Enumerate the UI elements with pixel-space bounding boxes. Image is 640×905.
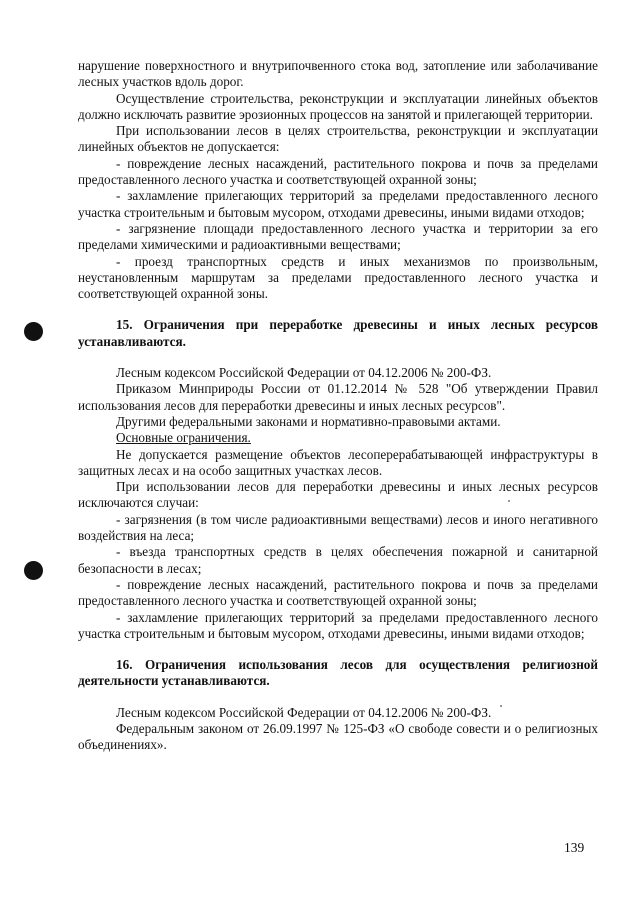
paragraph-linear-objects: Осуществление строительства, реконструкции и эксплуатации линейных объектов должно исключать развитие эрозионных процессов на занятой и прилегающей территории. xyxy=(78,90,598,122)
section-15-infrastructure: Не допускается размещение объектов лесоперерабатывающей инфраструктуры в защитных лесах и на особо защитных участках лесов. xyxy=(78,446,598,478)
section-15-other-laws: Другими федеральными законами и нормативно-правовыми актами. xyxy=(116,413,501,429)
list-item-pollution: - загрязнение площади предоставленного лесного участка и территории за его пределами химическими и радиоактивными веществами; xyxy=(78,220,598,253)
section-15-excluded-intro: При использовании лесов для переработки древесины и иных лесных ресурсов исключаются случаи: xyxy=(78,479,598,511)
list-item-littering: - захламление прилегающих территорий за пределами предоставленного лесного участка строительным и бытовым мусором, отходами древесины, иными видами отходов; xyxy=(78,188,598,220)
section-15-heading: 15. Ограничения при переработке древесины и иных лесных ресурсов устанавливаются. xyxy=(78,317,598,349)
section-15-list-pollution: - загрязнения (в том числе радиоактивными веществами) лесов и иного негативного воздействия на леса; xyxy=(78,511,598,544)
section-15-list-damage: - повреждение лесных насаждений, растительного покрова и почв за пределами предоставленного лесного участка и соответствующей охранной зоны; xyxy=(78,576,598,609)
punch-hole-top xyxy=(24,322,43,341)
section-15-list-littering: - захламление прилегающих территорий за пределами предоставленного лесного участка строительным и бытовым мусором, отходами древесины, иными видами отходов; xyxy=(78,609,598,641)
section-15-forest-code: Лесным кодексом Российской Федерации от 04.12.2006 № 200-ФЗ. xyxy=(116,365,492,381)
section-15-list-vehicles: - въезда транспортных средств в целях обеспечения пожарной и санитарной безопасности в лесах; xyxy=(78,544,598,576)
section-15-order: Приказом Минприроды России от 01.12.2014 № 528 "Об утверждении Правил использования лесов для переработки древесины и иных лесных ресурсов". xyxy=(78,381,598,413)
document-page xyxy=(78,58,598,754)
section-16-federal-law: Федеральным законом от 26.09.1997 № 125-ФЗ «О свободе совести и о религиозных объединениях». xyxy=(78,720,598,753)
list-item-vehicles: - проезд транспортных средств и иных механизмов по произвольным, неустановленным маршрутам за пределами предоставленного лесного участка и соответствующей охранной зоны. xyxy=(78,253,598,302)
punch-hole-bottom xyxy=(24,561,43,580)
page-number: 139 xyxy=(564,840,585,855)
paragraph-prohibited-intro: При использовании лесов в целях строительства, реконструкции и эксплуатации линейных объектов не допускается: xyxy=(78,123,598,155)
paragraph-flooding: нарушение поверхностного и внутрипочвенного стока вод, затопление или заболачивание лесных участков вдоль дорог. xyxy=(78,58,598,90)
section-16-heading: 16. Ограничения использования лесов для осуществления религиозной деятельности устанавливаются. xyxy=(78,657,598,689)
list-item-damage: - повреждение лесных насаждений, растительного покрова и почв за пределами предоставленного лесного участка и соответствующей охранной зоны; xyxy=(78,155,598,188)
section-15-main-restrictions-wrap xyxy=(78,430,598,446)
section-15-main-restrictions: Основные ограничения. xyxy=(116,430,251,446)
section-16-forest-code: Лесным кодексом Российской Федерации от 04.12.2006 № 200-ФЗ. xyxy=(116,704,492,720)
